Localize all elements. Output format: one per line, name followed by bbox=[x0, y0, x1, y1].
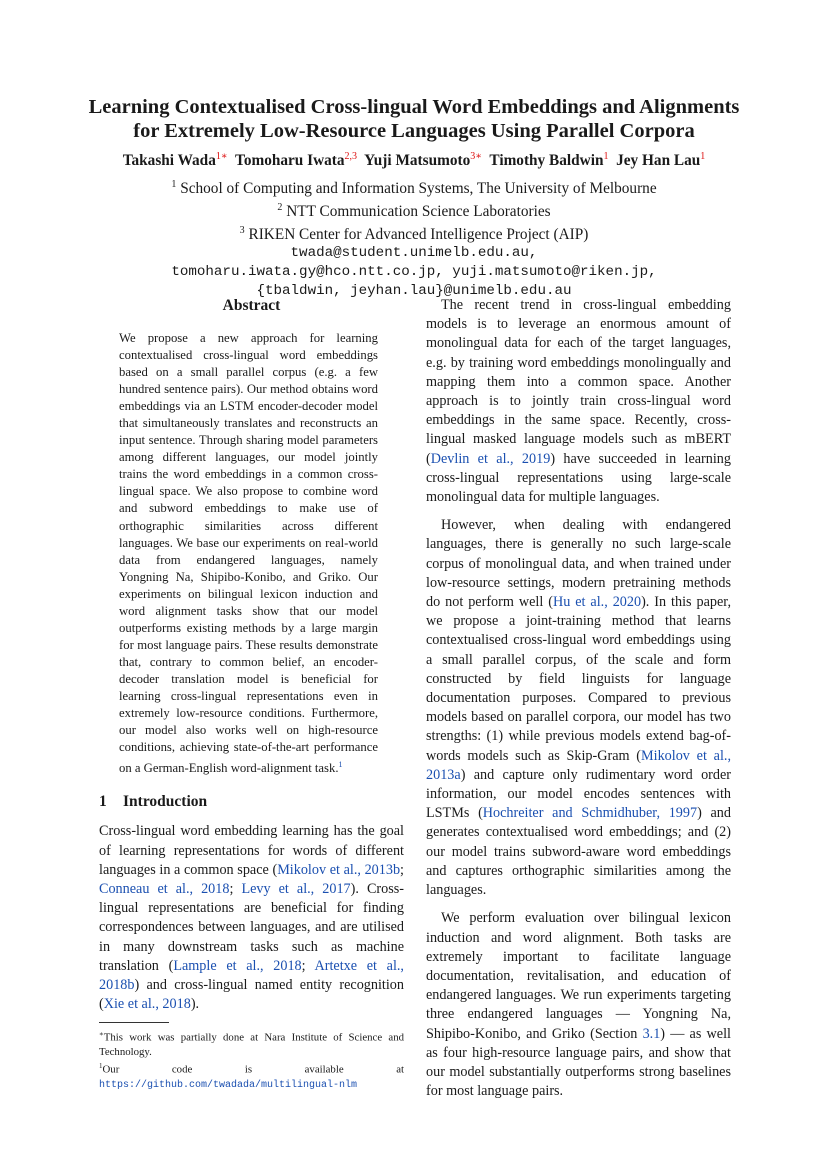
paragraph-text: ; bbox=[400, 861, 404, 878]
affiliation-text: RIKEN Center for Advanced Intelligence Project (AIP) bbox=[248, 226, 589, 244]
author-name: Timothy Baldwin bbox=[489, 152, 604, 170]
email-line: {tbaldwin, jeyhan.lau}@unimelb.edu.au bbox=[256, 283, 572, 300]
citation-link[interactable]: Conneau et al., 2018 bbox=[99, 881, 230, 898]
title-line-1: Learning Contextualised Cross-lingual Word Embeddings and Alignments bbox=[88, 96, 740, 118]
paragraph-text: We perform evaluation over bilingual lexicon induction and word alignment. Both tasks are extremely important to facilitate language documentation, revitalisation, and education of endangered languages. We run experiments targeting three endangered languages — Yongning Na, Shipibo-Konibo, and Griko (Section bbox=[426, 910, 731, 1042]
footnote-mark: 1 bbox=[99, 1062, 103, 1071]
affiliation-mark: 1 bbox=[171, 179, 177, 190]
paragraph-text: ) and cross-lingual named entity recognition ( bbox=[99, 977, 404, 1013]
section-number: 1 bbox=[99, 793, 107, 811]
paragraph-text: ). Cross-lingual representations are beneficial for finding correspondences between languages, and are utilised in many downstream tasks such as machine translation ( bbox=[99, 881, 404, 974]
author-name: Tomoharu Iwata bbox=[235, 152, 345, 170]
author-list bbox=[40, 147, 788, 171]
email-line: tomoharu.iwata.gy@hco.ntt.co.jp, yuji.matsumoto@riken.jp, bbox=[171, 264, 657, 281]
paragraph-text: ) and capture only rudimentary word order information, our model encodes sentences with LSTMs ( bbox=[426, 766, 731, 822]
paragraph-text: ) — as well as four high-resource language pairs, and show that our model substantially outperforms strong baselines for most language pairs. bbox=[426, 1025, 731, 1100]
affiliation-line bbox=[60, 175, 768, 198]
footnote-text: Our code is available at bbox=[102, 1063, 404, 1076]
section-title: Introduction bbox=[123, 793, 208, 811]
citation-link[interactable]: Hu et al., 2020 bbox=[552, 594, 642, 611]
code-url-link[interactable]: https://github.com/twadada/multilingual-nlm bbox=[99, 1079, 358, 1091]
footnote-divider bbox=[99, 1022, 169, 1023]
intro-paragraph bbox=[426, 516, 731, 900]
left-column bbox=[99, 296, 404, 1093]
citation-link[interactable]: Hochreiter and Schmidhuber, 1997 bbox=[482, 805, 698, 822]
author-name: Takashi Wada bbox=[122, 152, 216, 170]
author-affil-mark: 1 bbox=[700, 151, 706, 162]
footnote-star bbox=[99, 1027, 404, 1059]
paragraph-text: ). In this paper, we propose a joint-training method that learns contextualised cross-lingual word embeddings using a small parallel corpus, of the scale and form constructed by field linguists for language documentation purposes. Compared to previous models based on parallel corpora, our model has two strengths: (1) while previous models extend bag-of-words models such as Skip-Gram ( bbox=[426, 594, 731, 764]
citation-link[interactable]: Mikolov et al., 2013b bbox=[277, 861, 401, 878]
paper-title bbox=[60, 95, 768, 143]
section-heading-introduction bbox=[99, 792, 404, 812]
author-name: Jey Han Lau bbox=[616, 152, 701, 170]
affiliation-mark: 2 bbox=[277, 202, 283, 214]
paragraph-text: ). bbox=[190, 996, 200, 1013]
paragraph-text: ; bbox=[229, 881, 242, 898]
intro-paragraph bbox=[99, 822, 404, 1014]
intro-paragraph bbox=[426, 296, 731, 507]
title-line-2: for Extremely Low-Resource Languages Using Parallel Corpora bbox=[133, 120, 695, 142]
author-affil-mark: 2,3 bbox=[344, 151, 358, 162]
citation-link[interactable]: Mikolov et al., 2013a bbox=[426, 747, 731, 783]
author-name: Yuji Matsumoto bbox=[364, 152, 471, 170]
citation-link[interactable]: Lample et al., 2018 bbox=[173, 957, 302, 974]
affiliations bbox=[60, 175, 768, 301]
affiliation-text: School of Computing and Information Systems, The University of Melbourne bbox=[180, 180, 657, 198]
abstract-heading: Abstract bbox=[222, 297, 281, 314]
section-link[interactable]: 3.1 bbox=[642, 1025, 661, 1042]
affiliation-mark: 3 bbox=[239, 225, 245, 237]
paragraph-text: ) and generates contextualised word embeddings; and (2) our model trains subword-aware word embeddings and captures orthographic similarities among the languages. bbox=[426, 805, 731, 899]
right-column bbox=[426, 296, 731, 1101]
paragraph-text: Cross-lingual word embedding learning has the goal of learning representations for words of different languages in a common space ( bbox=[99, 823, 404, 878]
paragraph-text: However, when dealing with endangered languages, there is generally no such large-scale corpus of monolingual data, and when trained under low-resource settings, modern pretraining methods do not perform well ( bbox=[426, 517, 731, 611]
abstract-text bbox=[119, 330, 378, 777]
footnote-1 bbox=[99, 1059, 404, 1093]
citation-link[interactable]: Levy et al., 2017 bbox=[241, 881, 351, 898]
author-affil-mark: 1∗ bbox=[215, 151, 228, 162]
paragraph-text: ; bbox=[301, 957, 315, 974]
affiliation-text: NTT Communication Science Laboratories bbox=[286, 203, 551, 221]
paragraph-text: The recent trend in cross-lingual embedding models is to leverage an enormous amount of monolingual data for each of the target languages, e.g. by training word embeddings monolingually and mapping them into a common space. Another approach is to jointly train cross-lingual word embeddings in the same space. Recently, cross-lingual masked language models such as mBERT ( bbox=[426, 297, 731, 467]
affiliation-line bbox=[60, 198, 768, 221]
citation-link[interactable]: Devlin et al., 2019 bbox=[430, 450, 551, 467]
author-affil-mark: 3∗ bbox=[470, 151, 483, 162]
footnote-mark: ∗ bbox=[99, 1030, 104, 1039]
paragraph-text: ) have succeeded in learning cross-lingual representations using large-scale monolingual data for multiple languages. bbox=[426, 450, 731, 506]
email-line: twada@student.unimelb.edu.au, bbox=[290, 245, 538, 262]
affiliation-line bbox=[60, 221, 768, 244]
citation-link[interactable]: Xie et al., 2018 bbox=[103, 996, 191, 1013]
intro-paragraph bbox=[426, 909, 731, 1101]
footnote-text: This work was partially done at Nara Institute of Science and Technology. bbox=[99, 1032, 404, 1059]
abstract-body: We propose a new approach for learning contextualised cross-lingual word embeddings based on a small parallel corpus (e.g. a few hundred sentence pairs). Our method obtains word embeddings via an LSTM encoder-decoder model that simultaneously translates and reconstructs an input sentence. Through sharing model parameters among different languages, our model jointly trains the word embeddings in a common cross-lingual space. We also propose to combine word and subword embeddings to make use of orthographic similarities across different languages. We base our experiments on real-world data from endangered languages, namely Yongning Na, Shipibo-Konibo, and Griko. Our experiments on bilingual lexicon induction and word alignment tasks show that our model outperforms existing methods by a large margin for most language pairs. These results demonstrate that, contrary to common belief, an encoder-decoder translation model is beneficial for learning cross-lingual representations even in extremely low-resource conditions. Furthermore, our model also works well on high-resource conditions, achieving state-of-the-art performance on a German-English word-alignment task. bbox=[119, 331, 378, 776]
author-affil-mark: 1 bbox=[603, 151, 609, 162]
footnote-ref-1[interactable]: 1 bbox=[338, 760, 343, 770]
citation-link[interactable]: Artetxe et al., 2018b bbox=[99, 957, 404, 994]
